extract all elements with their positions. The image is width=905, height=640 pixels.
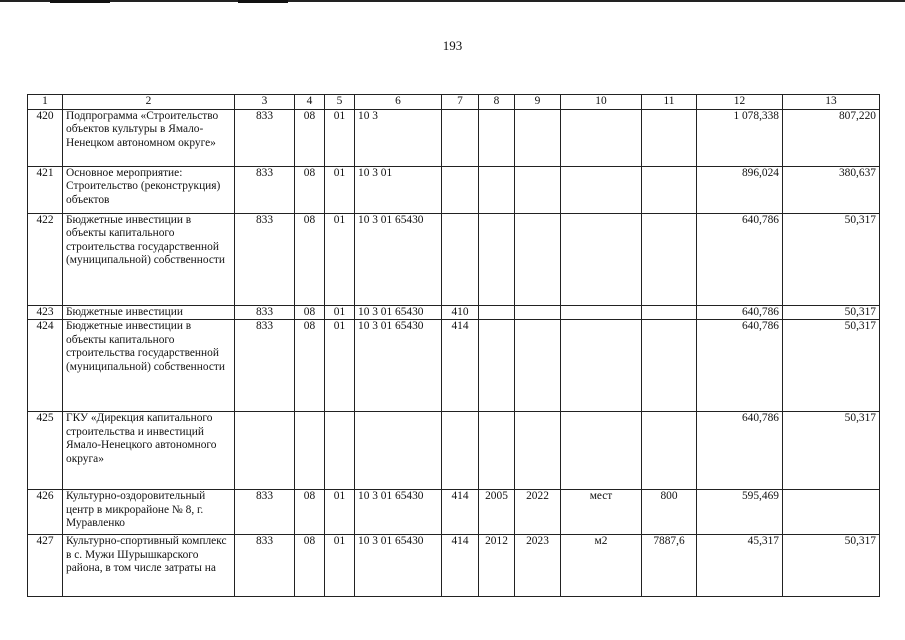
table-cell: 10 3 — [355, 109, 442, 166]
table-cell: 2005 — [479, 490, 515, 535]
table-cell: 01 — [325, 320, 355, 412]
table-header-row — [28, 95, 880, 110]
table-cell: Подпрограмма «Строительство объектов культуры в Ямало-Ненецком автономном округе» — [63, 109, 235, 166]
table-cell: 640,786 — [697, 320, 783, 412]
table-cell: 10 3 01 65430 — [355, 535, 442, 597]
table-cell: 420 — [28, 109, 63, 166]
table-cell: 50,317 — [783, 535, 880, 597]
table-cell: ГКУ «Дирекция капитального строительства и инвестиций Ямало-Ненецкого автономного округа» — [63, 412, 235, 490]
table-cell: мест — [561, 490, 642, 535]
column-header: 6 — [355, 95, 442, 110]
column-header: 12 — [697, 95, 783, 110]
table-cell: 833 — [235, 320, 295, 412]
table-cell — [479, 213, 515, 305]
table-cell: Основное мероприятие: Строительство (реконструкция) объектов — [63, 166, 235, 213]
table-row — [28, 109, 880, 166]
table-cell — [479, 166, 515, 213]
column-header: 9 — [515, 95, 561, 110]
table-cell — [479, 320, 515, 412]
table-cell — [479, 109, 515, 166]
table-cell: 50,317 — [783, 320, 880, 412]
column-header: 10 — [561, 95, 642, 110]
table-cell — [515, 213, 561, 305]
table-cell: 833 — [235, 305, 295, 320]
table-cell: 10 3 01 — [355, 166, 442, 213]
table-cell — [642, 213, 697, 305]
table-row — [28, 166, 880, 213]
table-cell: 800 — [642, 490, 697, 535]
table-cell: 08 — [295, 535, 325, 597]
table-cell: Культурно-оздоровительный центр в микрорайоне № 8, г. Муравленко — [63, 490, 235, 535]
table-cell: 08 — [295, 166, 325, 213]
table-cell — [479, 412, 515, 490]
table-cell: 1 078,338 — [697, 109, 783, 166]
table-cell — [642, 109, 697, 166]
table-cell: 01 — [325, 535, 355, 597]
table-cell: 896,024 — [697, 166, 783, 213]
table-cell — [561, 109, 642, 166]
table-cell: 807,220 — [783, 109, 880, 166]
table-cell — [235, 412, 295, 490]
budget-table — [27, 94, 880, 597]
table-cell: 595,469 — [697, 490, 783, 535]
table-cell — [642, 305, 697, 320]
table-cell — [442, 412, 479, 490]
table-cell: 640,786 — [697, 213, 783, 305]
table-cell: 833 — [235, 535, 295, 597]
table-cell: 422 — [28, 213, 63, 305]
column-header: 2 — [63, 95, 235, 110]
table-cell: 833 — [235, 109, 295, 166]
table-cell — [561, 412, 642, 490]
table-cell — [642, 166, 697, 213]
table-cell — [325, 412, 355, 490]
table-cell — [561, 320, 642, 412]
table-cell — [561, 166, 642, 213]
table-cell: 01 — [325, 213, 355, 305]
table-cell — [479, 305, 515, 320]
table-cell: Бюджетные инвестиции в объекты капитального строительства государственной (муниципальной) собственности — [63, 320, 235, 412]
table-cell: 640,786 — [697, 412, 783, 490]
table-cell: Бюджетные инвестиции — [63, 305, 235, 320]
table-cell: 410 — [442, 305, 479, 320]
table-cell: 10 3 01 65430 — [355, 305, 442, 320]
column-header: 7 — [442, 95, 479, 110]
table-cell: 08 — [295, 320, 325, 412]
table-cell: 423 — [28, 305, 63, 320]
table-cell — [783, 490, 880, 535]
column-header: 3 — [235, 95, 295, 110]
column-header: 13 — [783, 95, 880, 110]
table-cell — [642, 320, 697, 412]
table-cell: 01 — [325, 166, 355, 213]
table-cell: 414 — [442, 490, 479, 535]
table-cell — [515, 166, 561, 213]
table-cell: 424 — [28, 320, 63, 412]
table-cell — [642, 412, 697, 490]
table-cell: 2012 — [479, 535, 515, 597]
table-cell: 08 — [295, 109, 325, 166]
table-cell: 426 — [28, 490, 63, 535]
top-border-line — [0, 0, 905, 2]
table-cell: 414 — [442, 320, 479, 412]
table-cell — [295, 412, 325, 490]
table-cell: 50,317 — [783, 412, 880, 490]
column-header: 1 — [28, 95, 63, 110]
page-number: 193 — [442, 38, 463, 53]
table-cell: Культурно-спортивный комплекс в с. Мужи Шурышкарского района, в том числе затраты на — [63, 535, 235, 597]
table-cell: 833 — [235, 166, 295, 213]
top-edge-mark — [50, 0, 110, 3]
table-cell — [561, 305, 642, 320]
top-edge-mark — [238, 0, 288, 3]
table-cell: 414 — [442, 535, 479, 597]
table-row — [28, 412, 880, 490]
table-cell: 10 3 01 65430 — [355, 320, 442, 412]
table-row — [28, 213, 880, 305]
table-body — [28, 95, 880, 597]
table-cell — [561, 213, 642, 305]
table-cell: 2023 — [515, 535, 561, 597]
table-cell: 380,637 — [783, 166, 880, 213]
table-cell: 50,317 — [783, 305, 880, 320]
table-cell: 10 3 01 65430 — [355, 213, 442, 305]
table-cell: Бюджетные инвестиции в объекты капитального строительства государственной (муниципальной) собственности — [63, 213, 235, 305]
table-row — [28, 490, 880, 535]
table-cell: 08 — [295, 305, 325, 320]
table-cell: 10 3 01 65430 — [355, 490, 442, 535]
table-cell: 833 — [235, 490, 295, 535]
table-cell: 01 — [325, 109, 355, 166]
table-cell — [515, 109, 561, 166]
table-cell: 425 — [28, 412, 63, 490]
table-cell: 7887,6 — [642, 535, 697, 597]
table-cell: 08 — [295, 490, 325, 535]
table-cell — [442, 109, 479, 166]
table-cell: 833 — [235, 213, 295, 305]
table-cell: 01 — [325, 305, 355, 320]
table-cell: 08 — [295, 213, 325, 305]
table-cell: 640,786 — [697, 305, 783, 320]
table-cell — [515, 305, 561, 320]
table-cell — [442, 166, 479, 213]
table-cell: 2022 — [515, 490, 561, 535]
table-cell: 01 — [325, 490, 355, 535]
table-row — [28, 535, 880, 597]
table-cell: м2 — [561, 535, 642, 597]
table-cell — [515, 412, 561, 490]
column-header: 4 — [295, 95, 325, 110]
column-header: 5 — [325, 95, 355, 110]
column-header: 8 — [479, 95, 515, 110]
column-header: 11 — [642, 95, 697, 110]
table-row — [28, 320, 880, 412]
table-cell: 45,317 — [697, 535, 783, 597]
table-cell — [355, 412, 442, 490]
table-cell — [442, 213, 479, 305]
table-cell: 421 — [28, 166, 63, 213]
table-cell: 50,317 — [783, 213, 880, 305]
table-cell — [515, 320, 561, 412]
table-cell: 427 — [28, 535, 63, 597]
table-row — [28, 305, 880, 320]
